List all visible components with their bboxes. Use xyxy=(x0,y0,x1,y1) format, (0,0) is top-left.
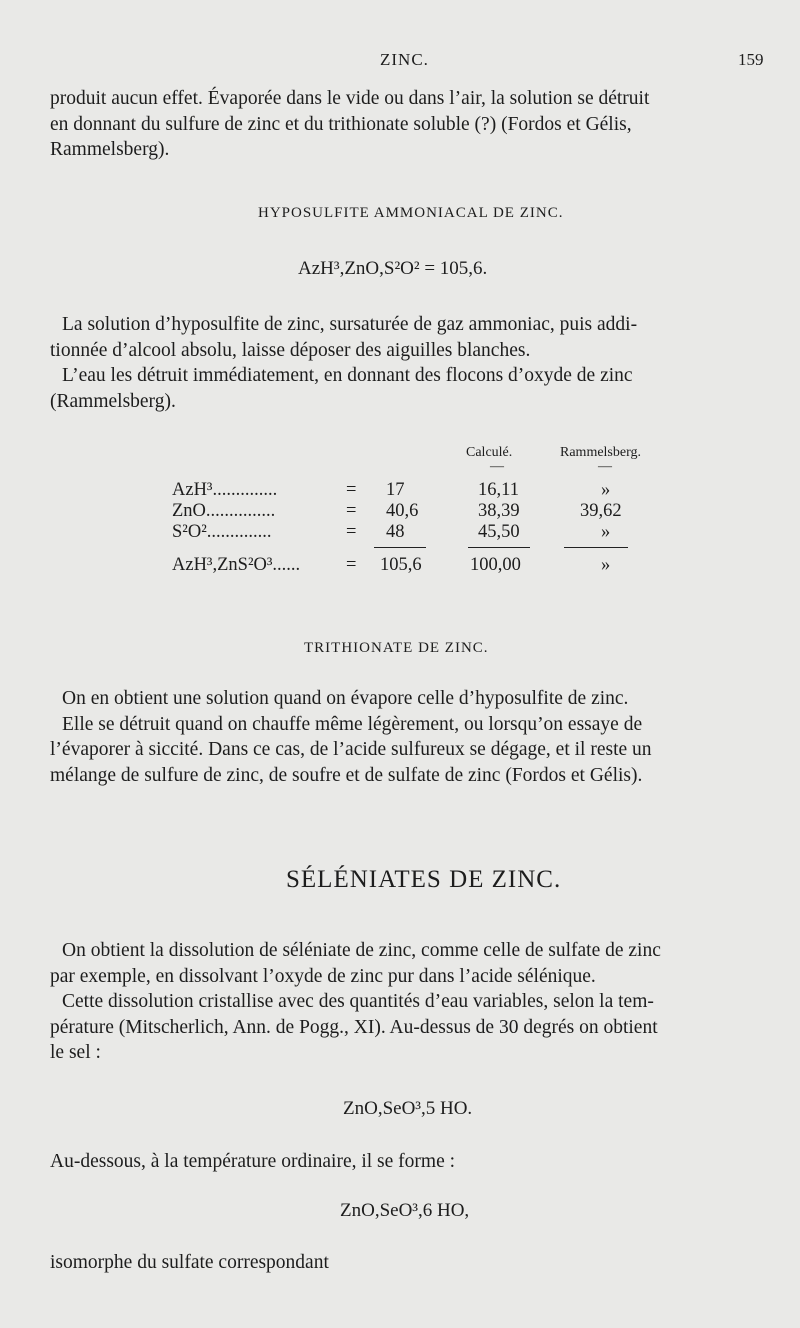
section-heading-trithionate: TRITHIONATE DE ZINC. xyxy=(304,640,489,656)
sum-rule xyxy=(374,547,426,548)
trithionate-paragraph xyxy=(50,686,762,788)
section-heading-hyposulfite: HYPOSULFITE AMMONIACAL DE ZINC. xyxy=(258,205,564,221)
text-line: (Rammelsberg). xyxy=(50,390,176,412)
text-line: L’eau les détruit immédiatement, en donnant des flocons d’oxyde de zinc xyxy=(62,365,633,386)
row-value: 17 xyxy=(386,480,405,500)
text-line: produit aucun effet. Évaporée dans le vide ou dans l’air, la solution se détruit xyxy=(50,88,650,109)
row-rammelsberg: 39,62 xyxy=(580,501,622,521)
row-compound: S²O².............. xyxy=(172,522,272,542)
formula-zno-seo3-6ho: ZnO,SeO³,6 HO, xyxy=(340,1200,470,1221)
row-compound: ZnO............... xyxy=(172,501,276,521)
row-rammelsberg: » xyxy=(601,480,611,500)
text-line: par exemple, en dissolvant l’oxyde de zinc pur dans l’acide sélénique. xyxy=(50,965,596,987)
column-dash: — xyxy=(490,459,504,474)
text-line: Rammelsberg). xyxy=(50,139,170,160)
section-title-seleniates: SÉLÉNIATES DE ZINC. xyxy=(286,866,562,893)
row-equals: = xyxy=(346,522,357,542)
total-compound: AzH³,ZnS²O³...... xyxy=(172,555,301,575)
sum-rule xyxy=(468,547,530,548)
sum-rule xyxy=(564,547,628,548)
row-calcule: 45,50 xyxy=(478,522,520,542)
row-compound: AzH³.............. xyxy=(172,480,278,500)
text-line: La solution d’hyposulfite de zinc, sursaturée de gaz ammoniac, puis addi- xyxy=(62,314,638,335)
text-line: l’évaporer à siccité. Dans ce cas, de l’acide sulfureux se dégage, et il reste un xyxy=(50,739,652,760)
text-line: tionnée d’alcool absolu, laisse déposer des aiguilles blanches. xyxy=(50,339,531,361)
row-equals: = xyxy=(346,501,357,521)
row-value: 48 xyxy=(386,522,405,542)
total-value: 105,6 xyxy=(380,555,422,575)
text-line-last: isomorphe du sulfate correspondant xyxy=(50,1252,329,1273)
row-equals: = xyxy=(346,480,357,500)
column-dash: — xyxy=(598,459,612,474)
text-line: mélange de sulfure de zinc, de soufre et de sulfate de zinc (Fordos et Gélis). xyxy=(50,764,643,786)
hyposulfite-paragraph xyxy=(50,312,762,414)
running-title: ZINC. xyxy=(380,50,429,69)
row-calcule: 16,11 xyxy=(478,480,519,500)
text-line: le sel : xyxy=(50,1042,101,1063)
total-calcule: 100,00 xyxy=(470,555,521,575)
intro-paragraph xyxy=(50,86,762,163)
column-header-rammelsberg: Rammelsberg. xyxy=(560,445,642,460)
row-calcule: 38,39 xyxy=(478,501,520,521)
text-line-below: Au-dessous, à la température ordinaire, il se forme : xyxy=(50,1151,456,1172)
row-value: 40,6 xyxy=(386,501,419,521)
column-header-calcule: Calculé. xyxy=(466,445,513,460)
total-rammelsberg: » xyxy=(601,555,611,575)
text-line: Cette dissolution cristallise avec des quantités d’eau variables, selon la tem- xyxy=(62,991,654,1012)
seleniates-paragraph xyxy=(50,938,762,1066)
page-number: 159 xyxy=(738,50,764,69)
formula-hyposulfite: AzH³,ZnO,S²O² = 105,6. xyxy=(298,258,488,279)
text-line: On en obtient une solution quand on évapore celle d’hyposulfite de zinc. xyxy=(62,688,629,709)
text-line: On obtient la dissolution de séléniate de zinc, comme celle de sulfate de zinc xyxy=(62,940,661,961)
formula-zno-seo3-5ho: ZnO,SeO³,5 HO. xyxy=(343,1098,473,1119)
row-rammelsberg: » xyxy=(601,522,611,542)
text-line: pérature (Mitscherlich, Ann. de Pogg., XI). Au-dessus de 30 degrés on obtient xyxy=(50,1016,658,1038)
text-line: Elle se détruit quand on chauffe même légèrement, ou lorsqu’on essaye de xyxy=(62,713,643,735)
total-equals: = xyxy=(346,555,357,575)
text-line: en donnant du sulfure de zinc et du trithionate soluble (?) (Fordos et Gélis, xyxy=(50,113,632,135)
